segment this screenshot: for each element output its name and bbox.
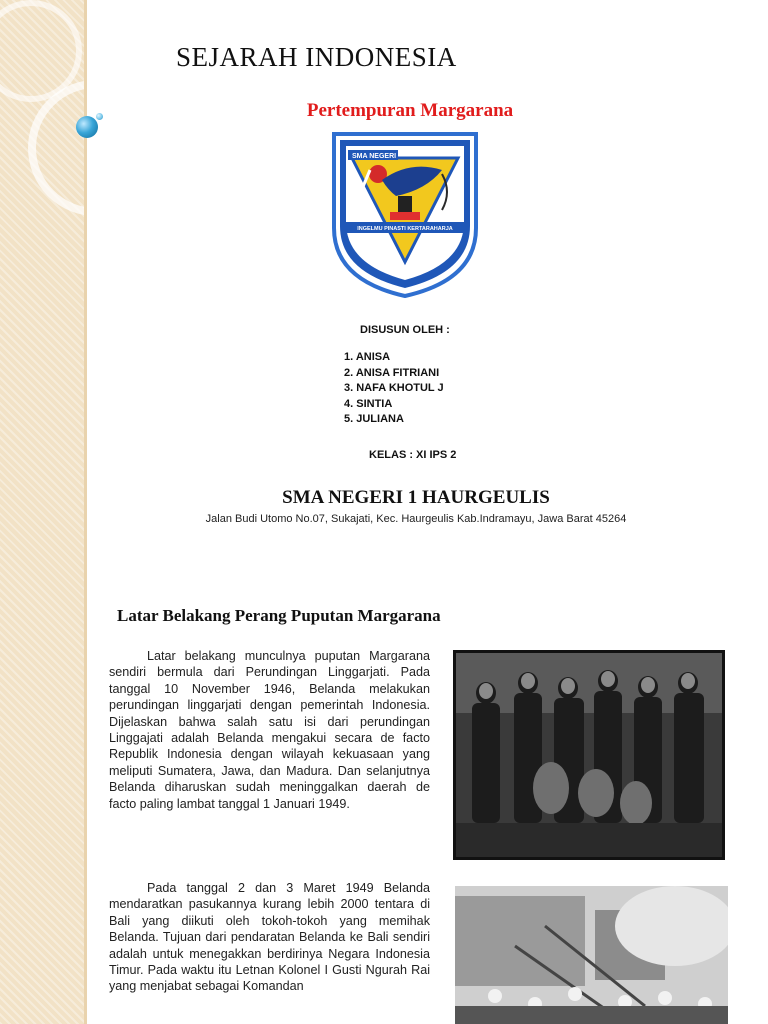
logo-text-top: SMA NEGERI [352,153,397,160]
historical-photo-soldiers [453,650,725,860]
member-item: 1. ANISA [344,351,391,363]
member-item: 4. SINTIA [344,397,393,410]
school-address: Jalan Budi Utomo No.07, Sukajati, Kec. Haurgeulis Kab.Indramayu, Jawa Barat 45264 [205,513,627,525]
school-logo [330,130,480,300]
member-item: 3. NAFA KHOTUL J [344,382,444,394]
page-subtitle: Pertempuran Margarana [306,100,514,121]
historical-photo-battle [455,886,728,1024]
decorative-sidebar [0,0,87,1024]
compiled-by-label: DISUSUN OLEH : [360,324,450,336]
section-heading: Latar Belakang Perang Puputan Margarana [117,606,441,625]
body-paragraph: Latar belakang munculnya puputan Margarana sendiri bermula dari Perundingan Linggarjati. Pada tanggal 10 November 1946, Belanda melakukan perundingan linggarjati dengan pemerintah Indonesia. Dijelaskan bahwa salah satu isi dari perundingan Linggajati adalah Belanda mengakui secara de facto Republik Indonesia dengan wilayah kekuasaan yang meliputi Sumatera, Jawa, dan Madura. Dan selanjutnya Belanda diharuskan sudah meninggalkan daerah de facto paling lambat tanggal 1 Januari 1949. [109,649,430,811]
member-list [344,350,450,428]
school-name: SMA NEGERI 1 HAURGEULIS [282,487,550,508]
page-title: SEJARAH INDONESIA [176,42,457,72]
member-item: 5. JULIANA [344,413,404,425]
class-info: KELAS : XI IPS 2 [369,449,457,461]
logo-motto: INGELMU PINASTI KERTARAHARJA [357,226,453,232]
body-paragraph: Pada tanggal 2 dan 3 Maret 1949 Belanda mendaratkan pasukannya kurang lebih 2000 tentara di Bali yang diikuti oleh tokoh-tokoh yang memihak Belanda. Tujuan dari pendaratan Belanda ke Bali sendiri adalah untuk menegakkan berdirinya Negara Indonesia Timur. Pada waktu itu Letnan Kolonel I Gusti Ngurah Rai yang menjabat sebagai Komandan [109,881,430,994]
member-item: 2. ANISA FITRIANI [344,366,440,379]
compiled-by-section [344,324,450,428]
